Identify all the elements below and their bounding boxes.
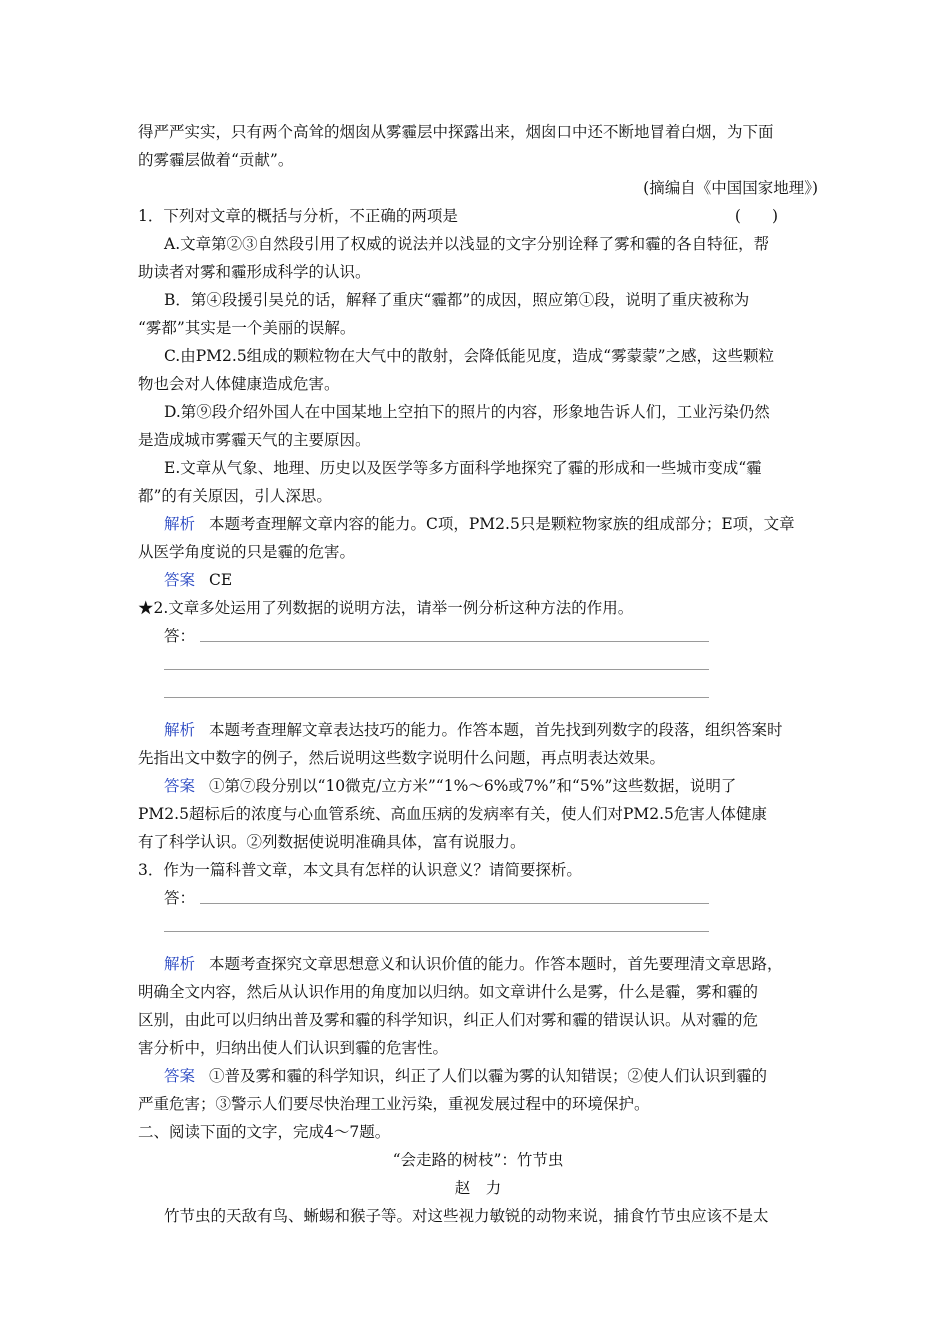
source-citation: (摘编自《中国国家地理》) <box>643 179 818 197</box>
q1-analysis: 解析 本题考查理解文章内容的能力。C项，PM2.5只是颗粒物家族的组成部分；E项，文章 <box>164 515 795 533</box>
analysis-tag: 解析 <box>164 515 196 533</box>
q2-answer: 答案 ①第⑦段分别以“10微克/立方米”“1%～6%或7%”和“5%”这些数据，说明了 <box>164 777 737 795</box>
answer-line[interactable] <box>164 884 709 912</box>
q1-analysis-cont: 从医学角度说的只是霾的危害。 <box>138 543 356 561</box>
option-d: D.第⑨段介绍外国人在中国某地上空拍下的照片的内容，形象地告诉人们，工业污染仍然 <box>164 403 770 421</box>
intro-line: 得严严实实，只有两个高耸的烟囱从雾霾层中探露出来，烟囱口中还不断地冒着白烟，为下面 <box>138 123 774 141</box>
q3-analysis-cont: 害分析中，归纳出使人们认识到霾的危害性。 <box>138 1039 449 1057</box>
answer-label: 答： <box>164 622 199 650</box>
analysis-tag: 解析 <box>164 955 196 973</box>
answer-tag: 答案 <box>164 571 196 589</box>
answer-line[interactable] <box>164 678 709 706</box>
answer-label: 答： <box>164 884 199 912</box>
option-c: C.由PM2.5组成的颗粒物在大气中的散射，会降低能见度，造成“雾蒙蒙”之感，这些颗粒 <box>164 347 775 365</box>
q3-analysis: 解析 本题考查探究文章思想意义和认识价值的能力。作答本题时，首先要理清文章思路， <box>164 955 783 973</box>
question-3-stem: 3．作为一篇科普文章，本文具有怎样的认识意义？请简要探析。 <box>138 861 582 879</box>
article-author: 赵 力 <box>454 1179 502 1197</box>
answer-line[interactable] <box>164 650 709 678</box>
answer-tag: 答案 <box>164 777 196 795</box>
document-page <box>138 118 818 1230</box>
option-a: A.文章第②③自然段引用了权威的说法并以浅显的文字分别诠释了雾和霾的各自特征，帮 <box>164 235 770 253</box>
q3-answer-cont: 严重危害；③警示人们要尽快治理工业污染，重视发展过程中的环境保护。 <box>138 1095 650 1113</box>
option-e: E.文章从气象、地理、历史以及医学等多方面科学地探究了霾的形成和一些城市变成“霾 <box>164 459 762 477</box>
question-1 <box>138 202 818 230</box>
answer-line[interactable] <box>164 622 709 650</box>
answer-bracket: ( ) <box>734 207 778 225</box>
q2-answer-cont: PM2.5超标后的浓度与心血管系统、高血压病的发病率有关，使人们对PM2.5危害人体健康 <box>138 805 767 823</box>
q3-answer: 答案 ①普及雾和霾的科学知识，纠正了人们以霾为雾的认知错误；②使人们认识到霾的 <box>164 1067 768 1085</box>
intro-line: 的雾霾层做着“贡献”。 <box>138 151 294 169</box>
option-b: B．第④段援引吴兑的话，解释了重庆“霾都”的成因，照应第①段，说明了重庆被称为 <box>164 291 750 309</box>
q1-answer: 答案 CE <box>164 571 233 589</box>
article-title: “会走路的树枝”：竹节虫 <box>392 1151 564 1169</box>
q2-analysis: 解析 本题考查理解文章表达技巧的能力。作答本题，首先找到列数字的段落，组织答案时 <box>164 721 783 739</box>
answer-line[interactable] <box>164 912 709 940</box>
section-heading: 二、阅读下面的文字，完成4～7题。 <box>138 1123 391 1141</box>
analysis-tag: 解析 <box>164 721 196 739</box>
q2-analysis-cont: 先指出文中数字的例子，然后说明这些数字说明什么问题，再点明表达效果。 <box>138 749 666 767</box>
option-c-cont: 物也会对人体健康造成危害。 <box>138 375 340 393</box>
article-first-line: 竹节虫的天敌有鸟、蜥蜴和猴子等。对这些视力敏锐的动物来说，捕食竹节虫应该不是太 <box>164 1207 769 1225</box>
question-1-stem: 1．下列对文章的概括与分析，不正确的两项是 <box>138 207 458 225</box>
option-e-cont: 都”的有关原因，引人深思。 <box>138 487 332 505</box>
option-a-cont: 助读者对雾和霾形成科学的认识。 <box>138 263 371 281</box>
q2-answer-cont: 有了科学认识。②列数据使说明准确具体，富有说服力。 <box>138 833 526 851</box>
q3-analysis-cont: 明确全文内容，然后从认识作用的角度加以归纳。如文章讲什么是雾，什么是霾，雾和霾的 <box>138 983 759 1001</box>
q3-analysis-cont: 区别，由此可以归纳出普及雾和霾的科学知识，纠正人们对雾和霾的错误认识。从对霾的危 <box>138 1011 759 1029</box>
option-d-cont: 是造成城市雾霾天气的主要原因。 <box>138 431 371 449</box>
answer-tag: 答案 <box>164 1067 196 1085</box>
question-2-stem: ★2.文章多处运用了列数据的说明方法，请举一例分析这种方法的作用。 <box>138 599 634 617</box>
option-b-cont: “雾都”其实是一个美丽的误解。 <box>138 319 356 337</box>
